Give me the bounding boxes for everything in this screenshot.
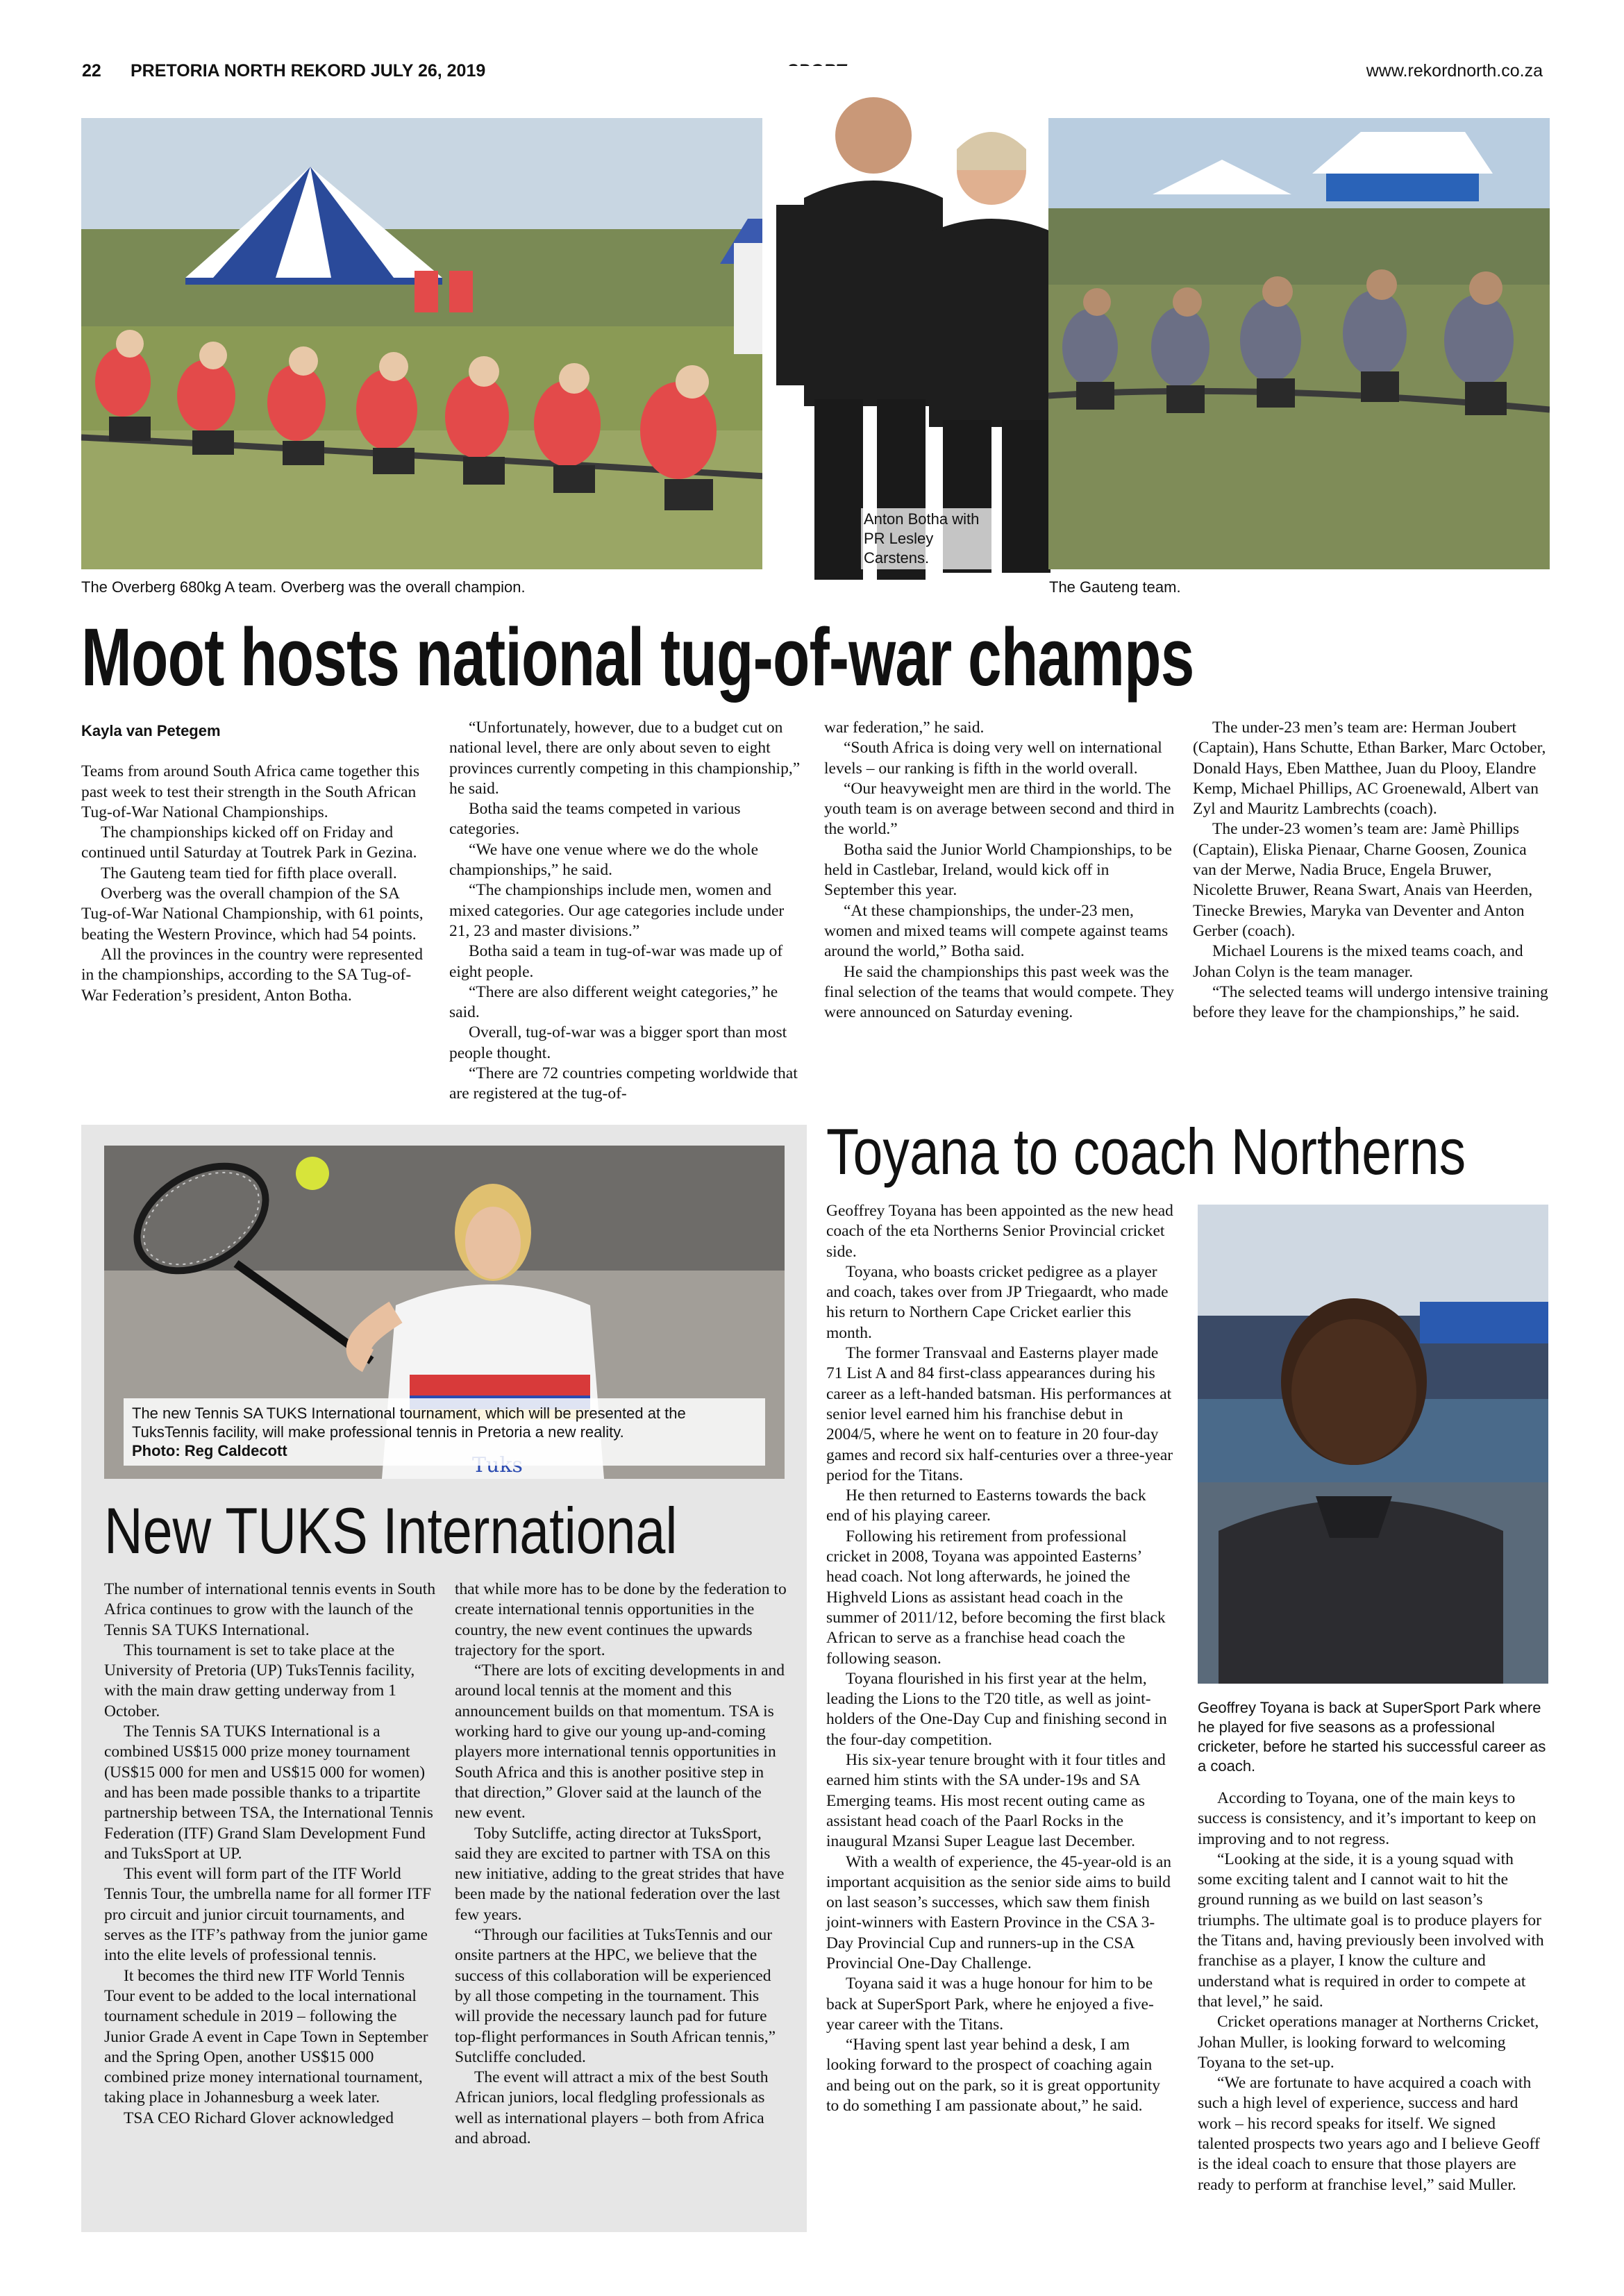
paragraph: Overberg was the overall champion of the SA Tug-of-War National Championship, with 61 points, beating the Western Province, which had 54 points. [81,885,424,944]
tug-of-war-column-4 [1193,718,1550,1023]
paragraph: “There are lots of exciting developments in and around local tennis at the moment and this announcement builds on that momentum. TSA is working hard to give our young up-and-coming players more international tennis opportunities in South Africa and this is another positive step in that direction,” Glover said at the launch of the new event. [455,1661,785,1822]
paragraph: The number of international tennis events in South Africa continues to grow with the launch of the Tennis SA TUKS International. [104,1580,436,1639]
paragraph: “Through our facilities at TuksTennis and our onsite partners at the HPC, we believe that the success of this collaboration will be experienced by all those competing in the tournament. This will provide the necessary launch pad for future top-flight performances in South African tennis,” Sutcliffe concluded. [455,1926,776,2066]
paragraph: Toyana, who boasts cricket pedigree as a player and coach, takes over from JP Triegaardt, who made his return to Northern Cape Cricket earlier this month. [826,1262,1169,1342]
paragraph: All the provinces in the country were represented in the championships, according to the SA Tug-of-War Federation’s president, Anton Botha. [81,945,423,1005]
paragraph: “Having spent last year behind a desk, I am looking forward to the prospect of coaching again and being out on the park, so it is great opportunity to do something I am passionate about,” he said. [826,2036,1161,2115]
paragraph: He then returned to Easterns towards the back end of his playing career. [826,1486,1146,1525]
byline: Kayla van Petegem [81,722,221,739]
paragraph: “Looking at the side, it is a young squad with some exciting talent and I cannot wait to hit the ground running as we build on last season’s triumphs. The ultimate goal is to produce players for the Titans and, having previously been involved with franchise as a player, I know the culture and understand what is required in order to compete at that level,” he said. [1198,1850,1544,2011]
paragraph: “Unfortunately, however, due to a budget cut on national level, there are only about seven to eight provinces currently competing in this championship,” he said. [449,719,801,798]
paragraph: The championships kicked off on Friday and continued until Saturday at Toutrek Park in Gezina. [81,823,417,862]
photo-credit: Photo: Reg Caldecott [132,1442,287,1459]
paragraph: According to Toyana, one of the main keys to success is consistency, and it’s important to keep on improving and to not regress. [1198,1789,1537,1848]
toyana-photo-caption: Geoffrey Toyana is back at SuperSport Park where he played for five seasons as a professional cricketer, before he started his successful career as a coach. [1198,1699,1546,1775]
paragraph: Botha said the Junior World Championships, to be held in Castlebar, Ireland, would kick off in September this year. [824,840,1172,900]
paragraph: “South Africa is doing very well on international levels – our ranking is fifth in the world overall. [824,739,1162,778]
toyana-column-1 [826,1201,1173,2116]
page-number: 22 [82,61,101,81]
publication-line: PRETORIA NORTH REKORD JULY 26, 2019 [131,61,486,81]
paragraph: “We are fortunate to have acquired a coach with such a high level of experience, success and hard work – his record speaks for itself. We signed talented prospects two years ago and I believe Geoff is the ideal coach to ensure that those players are ready to perform at franchise level,” said Muller. [1198,2074,1540,2194]
paragraph: “We have one venue where we do the whole championships,” he said. [449,840,759,880]
paragraph: His six-year tenure brought with it four titles and earned him stints with the SA under-19s and SA Emerging teams. His most recent outing came as assistant head coach of the Paarl Rocks in the inaugural Mzansi Super League last December. [826,1751,1166,1851]
tug-of-war-headline: Moot hosts national tug-of-war champs [81,612,1194,703]
paragraph: Geoffrey Toyana has been appointed as the new head coach of the eta Northerns Senior Provincial cricket side. [826,1202,1173,1261]
tug-of-war-column-3 [824,718,1178,1023]
paragraph: The former Transvaal and Easterns player made 71 List A and 84 first-class appearances during his career as a left-handed batsman. His performances at senior level earned him his franchise debut in 2004/5, where he went on to feature in 20 four-day games and record six half-centuries over a three-year period for the Titans. [826,1344,1173,1484]
paragraph: Michael Lourens is the mixed teams coach, and Johan Colyn is the team manager. [1193,942,1523,981]
website: www.rekordnorth.co.za [1366,61,1543,81]
paragraph: “The selected teams will undergo intensive training before they leave for the championships,” he said. [1193,982,1548,1022]
tuks-column-2 [455,1579,787,2149]
toyana-column-2 [1198,1788,1548,2195]
paragraph: The under-23 men’s team are: Herman Joubert (Captain), Hans Schutte, Ethan Barker, Marc October, Donald Hays, Eben Matthee, Juan du Plooy, Elandre Kemp, Michael Phillips, AC Groenewald, Albert van Zyl and Mauritz Lambrechts (coach). [1193,719,1546,819]
paragraph: Toyana said it was a huge honour for him to be back at SuperSport Park, where he enjoyed a five-year career with the Titans. [826,1975,1154,2034]
paragraph: “Our heavyweight men are third in the world. The youth team is on average between second and third in the world.” [824,779,1175,839]
paragraph: Toyana flourished in his first year at the helm, leading the Lions to the T20 title, as well as joint-holders of the One-Day Cup and finishing second in the four-day competition. [826,1669,1167,1749]
tuks-headline: New TUKS International [104,1494,678,1567]
paragraph: “There are 72 countries competing worldwide that are registered at the tug-of- [449,1064,798,1103]
paragraph: “At these championships, the under-23 men, women and mixed teams will compete against teams around the world,” Botha said. [824,901,1169,961]
paragraph: The event will attract a mix of the best South African juniors, local fledgling professionals as well as international players – both from Africa and abroad. [455,2068,769,2148]
overberg-team-photo [81,118,810,569]
gauteng-caption: The Gauteng team. [1049,578,1181,596]
paragraph: Teams from around South Africa came together this past week to test their strength in the South African Tug-of-War National Championships. [81,762,420,821]
paragraph: The Gauteng team tied for fifth place overall. [101,864,397,882]
tennis-caption-text: The new Tennis SA TUKS International tournament, which will be presented at the TuksTennis facility, will make professional tennis in Pretoria a new reality. [132,1405,686,1441]
tug-of-war-column-1 [81,721,428,1006]
paragraph: With a wealth of experience, the 45-year-old is an important acquisition as the senior side aims to build on last season’s successes, which saw them finish joint-winners with Eastern Province in the CSA 3-Day Provincial Cup and runners-up in the CSA Provincial One-Day Challenge. [826,1852,1172,1972]
botha-caption: Anton Botha with PR Lesley Carstens. [861,508,996,569]
paragraph: war federation,” he said. [824,719,985,737]
overberg-caption: The Overberg 680kg A team. Overberg was the overall champion. [81,578,526,596]
tug-of-war-column-2 [449,718,803,1105]
toyana-photo [1198,1205,1548,1684]
paragraph: “There are also different weight categories,” he said. [449,982,778,1022]
tuks-column-1 [104,1579,436,2129]
paragraph: The Tennis SA TUKS International is a combined US$15 000 prize money tournament (US$15 000 for men and US$15 000 for women) and has been made possible thanks to a tripartite partnership between TSA, the International Tennis Federation (ITF) Grand Slam Development Fund and TuksSport at UP. [104,1723,433,1863]
tennis-photo-caption [124,1398,765,1466]
paragraph: Botha said the teams competed in various categories. [449,800,741,839]
paragraph: that while more has to be done by the federation to create international tennis opportunities in the country, the new event continues the upwards trajectory for the sport. [455,1580,787,1659]
paragraph: He said the championships this past week was the final selection of the teams that would compete. They were announced on Saturday evening. [824,962,1175,1022]
paragraph: Toby Sutcliffe, acting director at TuksSport, said they are excited to partner with TSA on this new initiative, adding to the great strides that have been made by the national federation over the last few years. [455,1824,785,1924]
toyana-headline: Toyana to coach Northerns [826,1115,1466,1188]
paragraph: Cricket operations manager at Northerns Cricket, Johan Muller, is looking forward to welcoming Toyana to the set-up. [1198,2013,1539,2072]
paragraph: This event will form part of the ITF World Tennis Tour, the umbrella name for all former ITF pro circuit and junior circuit tournaments, and serves as the ITF’s pathway from the junior game into the elite levels of professional tennis. [104,1865,432,1965]
paragraph: The under-23 women’s team are: Jamè Phillips (Captain), Eliska Pienaar, Charne Goosen, Zounica van der Merwe, Nadia Bruce, Engela Bruwer, Nicolette Bruwer, Reana Swart, Anais van Heerden, Tinecke Brewies, Maryka van Deventer and Anton Gerber (coach). [1193,820,1533,940]
paragraph: Botha said a team in tug-of-war was made up of eight people. [449,942,783,981]
paragraph: It becomes the third new ITF World Tennis Tour event to be added to the local international tournament schedule in 2019 – following the Junior Grade A event in Cape Town in September and the Spring Open, another US$15 000 combined prize money international tournament, taking place in Johannesburg a week later. [104,1966,428,2107]
paragraph: Following his retirement from professional cricket in 2008, Toyana was appointed Easterns’ head coach. Not long afterwards, he joined the Highveld Lions as assistant head coach in the summer of 2011/12, before becoming the first black African to serve as a franchise head coach the following season. [826,1527,1166,1668]
gauteng-team-photo [1048,118,1550,569]
paragraph: This tournament is set to take place at the University of Pretoria (UP) TuksTennis facility, with the main draw getting underway from 1 October. [104,1641,415,1720]
paragraph: “The championships include men, women and mixed categories. Our age categories include under 21, 23 and master divisions.” [449,881,785,940]
paragraph: TSA CEO Richard Glover acknowledged [124,2109,394,2127]
paragraph: Overall, tug-of-war was a bigger sport than most people thought. [449,1023,787,1062]
